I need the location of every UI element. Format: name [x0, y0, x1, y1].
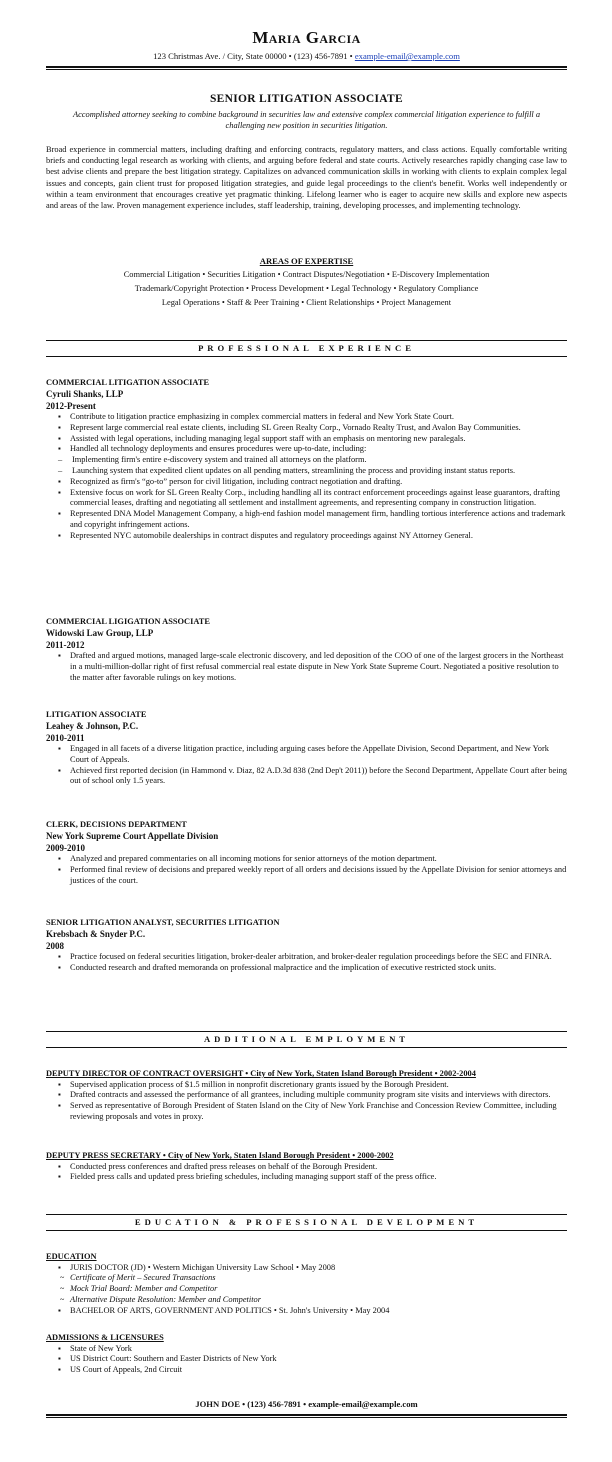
additional-heading: DEPUTY PRESS SECRETARY • City of New York, Staten Island Borough President • 2000-2002 [46, 1151, 394, 1160]
honor-item: ~ Certificate of Merit – Secured Transactions [70, 1273, 567, 1284]
job-bullets [46, 854, 567, 886]
additional-bullets [46, 1080, 567, 1123]
education-heading: EDUCATION [46, 1252, 97, 1261]
job-title: LITIGATION ASSOCIATE [46, 710, 147, 719]
bullet-item: ▪ Fielded press calls and updated press briefing schedules, including managing support staff of the press office. [70, 1172, 567, 1183]
job-entry [46, 819, 567, 886]
admission-item: ▪ State of New York [70, 1344, 567, 1355]
education-list [46, 1263, 567, 1317]
job-sub-bullets [46, 455, 567, 477]
bullet-item: ▪ Achieved first reported decision (in Hammond v. Diaz, 82 A.D.3d 838 (2nd Dep't 2011)) before the Second Department, Appellate Court after being out of school only 1.5 years. [70, 766, 567, 788]
admissions-block [46, 1332, 567, 1376]
sub-bullet-item: – Implementing firm's entire e-discovery system and trained all attorneys on the platform. [72, 455, 567, 466]
section-heading-education: EDUCATION & PROFESSIONAL DEVELOPMENT [134, 1217, 479, 1227]
footer-divider-thin [46, 1417, 567, 1418]
job-company: Cyruli Shanks, LLP [46, 388, 124, 399]
job-title: SENIOR LITIGATION ANALYST, SECURITIES LITIGATION [46, 918, 280, 927]
bullet-item: ▪ Assisted with legal operations, including managing legal support staff with an emphasis on mentoring new paralegals. [70, 434, 567, 445]
section-rule-bottom [46, 1047, 567, 1048]
degree-item: ▪ BACHELOR OF ARTS, GOVERNMENT AND POLITICS • St. John's University • May 2004 [70, 1306, 567, 1317]
contact-line [46, 51, 567, 61]
tagline: Accomplished attorney seeking to combine background in securities law and extensive complex commercial litigation experience to fulfill a challenging new position in securities litigation. [72, 110, 541, 130]
areas-line-3: Legal Operations • Staff & Peer Training • Client Relationships • Project Management [161, 298, 452, 307]
job-title: CLERK, DECISIONS DEPARTMENT [46, 820, 187, 829]
bullet-item: ▪ Extensive focus on work for SL Green Realty Corp., including handling all its contract enforcement proceedings against lease guarantors, drafting commercial leases, drafting and negotiating all settlement and installment agreements, and representing company in construction litigation. [70, 488, 567, 510]
job-dates: 2010-2011 [46, 733, 85, 743]
honor-item: ~ Alternative Dispute Resolution: Member and Competitor [70, 1295, 567, 1306]
bullet-item: ▪ Conducted research and drafted memoranda on professional malpractice and the implication of executive restricted stock units. [70, 963, 567, 974]
job-dates: 2011-2012 [46, 640, 85, 650]
sub-bullet-item: – Launching system that expedited client updates on all pending matters, streamlining the process and providing instant status reports. [72, 466, 567, 477]
job-company: Leahey & Johnson, P.C. [46, 720, 139, 731]
bullet-item: ▪ Represent large commercial real estate clients, including SL Green Realty Corp., Vornado Realty Trust, and Avalon Bay Communities. [70, 423, 567, 434]
additional-entry [46, 1150, 567, 1183]
bullet-item: ▪ Handled all technology deployments and ensures procedures were up-to-date, including: [70, 444, 567, 455]
job-bullets [46, 651, 567, 683]
bullet-item: ▪ Performed final review of decisions and prepared weekly report of all orders and decisions issued by the Appellate Division for senior attorneys and justices of the court. [70, 865, 567, 887]
bullet-item: ▪ Drafted and argued motions, managed large-scale electronic discovery, and led deposition of the COO of one of the largest grocers in the Northeast in a multi-million-dollar right of first refusal commercial real estate dispute in New York State Supreme Court. Negotiated a positive resolution to the matter after favorable rulings on key motions. [70, 651, 567, 683]
bullet-item: ▪ Drafted contracts and assessed the performance of all grantees, including multiple community program site visits and interviews with directors. [70, 1090, 567, 1101]
bullet-item: ▪ Engaged in all facets of a diverse litigation practice, including arguing cases before the Appellate Division, Second Department, and New York Court of Appeals. [70, 744, 567, 766]
header-divider [46, 66, 567, 68]
job-company: Widowski Law Group, LLP [46, 627, 154, 638]
areas-heading: AREAS OF EXPERTISE [259, 256, 354, 266]
admissions-list [46, 1344, 567, 1376]
job-dates: 2012-Present [46, 401, 96, 411]
job-dates: 2009-2010 [46, 843, 85, 853]
additional-entry [46, 1068, 567, 1123]
bullet-item: ▪ Represented DNA Model Management Company, a high-end fashion model management firm, handling tortious interference actions and trademark and copyright infringement actions. [70, 509, 567, 531]
job-title: COMMERCIAL LITIGATION ASSOCIATE [46, 378, 210, 387]
candidate-name: Maria Garcia [252, 28, 361, 47]
degree-item: ▪ JURIS DOCTOR (JD) • Western Michigan University Law School • May 2008 [70, 1263, 567, 1274]
target-title: SENIOR LITIGATION ASSOCIATE [209, 93, 403, 105]
job-dates: 2008 [46, 941, 64, 951]
footer-divider [46, 1414, 567, 1416]
job-entry [46, 377, 567, 542]
bullet-item: ▪ Analyzed and prepared commentaries on all incoming motions for senior attorneys of the motion department. [70, 854, 567, 865]
bullet-item: ▪ Recognized as firm's “go-to” person for civil litigation, including contract negotiation and drafting. [70, 477, 567, 488]
job-company: New York Supreme Court Appellate Division [46, 830, 219, 841]
section-rule-bottom [46, 1230, 567, 1231]
section-rule-top [46, 1031, 567, 1032]
bullet-item: ▪ Practice focused on federal securities litigation, broker-dealer arbitration, and broker-dealer regulation proceedings before the SEC and FINRA. [70, 952, 567, 963]
areas-line-1: Commercial Litigation • Securities Litigation • Contract Disputes/Negotiation • E-Discovery Implementation [123, 270, 490, 279]
honor-item: ~ Mock Trial Board: Member and Competitor [70, 1284, 567, 1295]
education-block [46, 1251, 567, 1316]
section-rule-bottom [46, 356, 567, 357]
additional-heading: DEPUTY DIRECTOR OF CONTRACT OVERSIGHT • City of New York, Staten Island Borough President • 2002-2004 [46, 1069, 476, 1078]
admission-item: ▪ US Court of Appeals, 2nd Circuit [70, 1365, 567, 1376]
section-rule-top [46, 340, 567, 341]
summary-paragraph: Broad experience in commercial matters, including drafting and enforcing contracts, regulatory matters, and class actions. Equally comfortable writing briefs and conducting legal research as working with clients, and arguing before federal and state courts. Actively researches rapidly changing case law to best advise clients and prepare the best litigation strategy. Capitalizes on advanced communication skills in working with clients to explain complex legal issues and concepts, gain client trust for proposed litigation strategies, and guide legal proceedings to the client's benefit. Works well independently or within a team environment that encourages creative yet pragmatic thinking. Lifelong learner who is eager to acquire new skills and explore new aspects and areas of the law. Proven management experience includes, staff leadership, training, developing processes, and implementing technology. [46, 145, 567, 211]
areas-line-2: Trademark/Copyright Protection • Process Development • Legal Technology • Regulatory Compliance [134, 284, 479, 293]
job-entry [46, 616, 567, 683]
bullet-item: ▪ Contribute to litigation practice emphasizing in complex commercial matters in federal and New York State Court. [70, 412, 567, 423]
job-company: Krebsbach & Snyder P.C. [46, 928, 146, 939]
header-divider-thin [46, 69, 567, 70]
section-heading-additional: ADDITIONAL EMPLOYMENT [203, 1034, 410, 1044]
job-bullets [46, 952, 567, 974]
admission-item: ▪ US District Court: Southern and Easter Districts of New York [70, 1354, 567, 1365]
bullet-item: ▪ Conducted press conferences and drafted press releases on behalf of the Borough President. [70, 1162, 567, 1173]
job-bullets [46, 412, 567, 455]
job-entry [46, 709, 567, 787]
job-title: COMMERCIAL LIGIGATION ASSOCIATE [46, 617, 210, 626]
footer-contact: JOHN DOE • (123) 456-7891 • example-email@example.com [195, 1399, 418, 1409]
job-entry [46, 917, 567, 974]
bullet-item: ▪ Served as representative of Borough President of Staten Island on the City of New York Franchise and Concession Review Committee, including reviewing proposals and votes in proxy. [70, 1101, 567, 1123]
admissions-heading: ADMISSIONS & LICENSURES [46, 1333, 164, 1342]
additional-bullets [46, 1162, 567, 1184]
job-bullets [46, 744, 567, 787]
email-link[interactable]: example-email@example.com [354, 51, 460, 61]
contact-address: 123 Christmas Ave. / City, State 00000 • (123) 456-7891 • [153, 51, 355, 61]
bullet-item: ▪ Supervised application process of $1.5 million in nonprofit discretionary grants issued by the Borough President. [70, 1080, 567, 1091]
section-rule-top [46, 1214, 567, 1215]
job-bullets-continued [46, 477, 567, 542]
section-heading-experience: PROFESSIONAL EXPERIENCE [198, 343, 415, 353]
bullet-item: ▪ Represented NYC automobile dealerships in contract disputes and regulatory proceedings against NY Attorney General. [70, 531, 567, 542]
